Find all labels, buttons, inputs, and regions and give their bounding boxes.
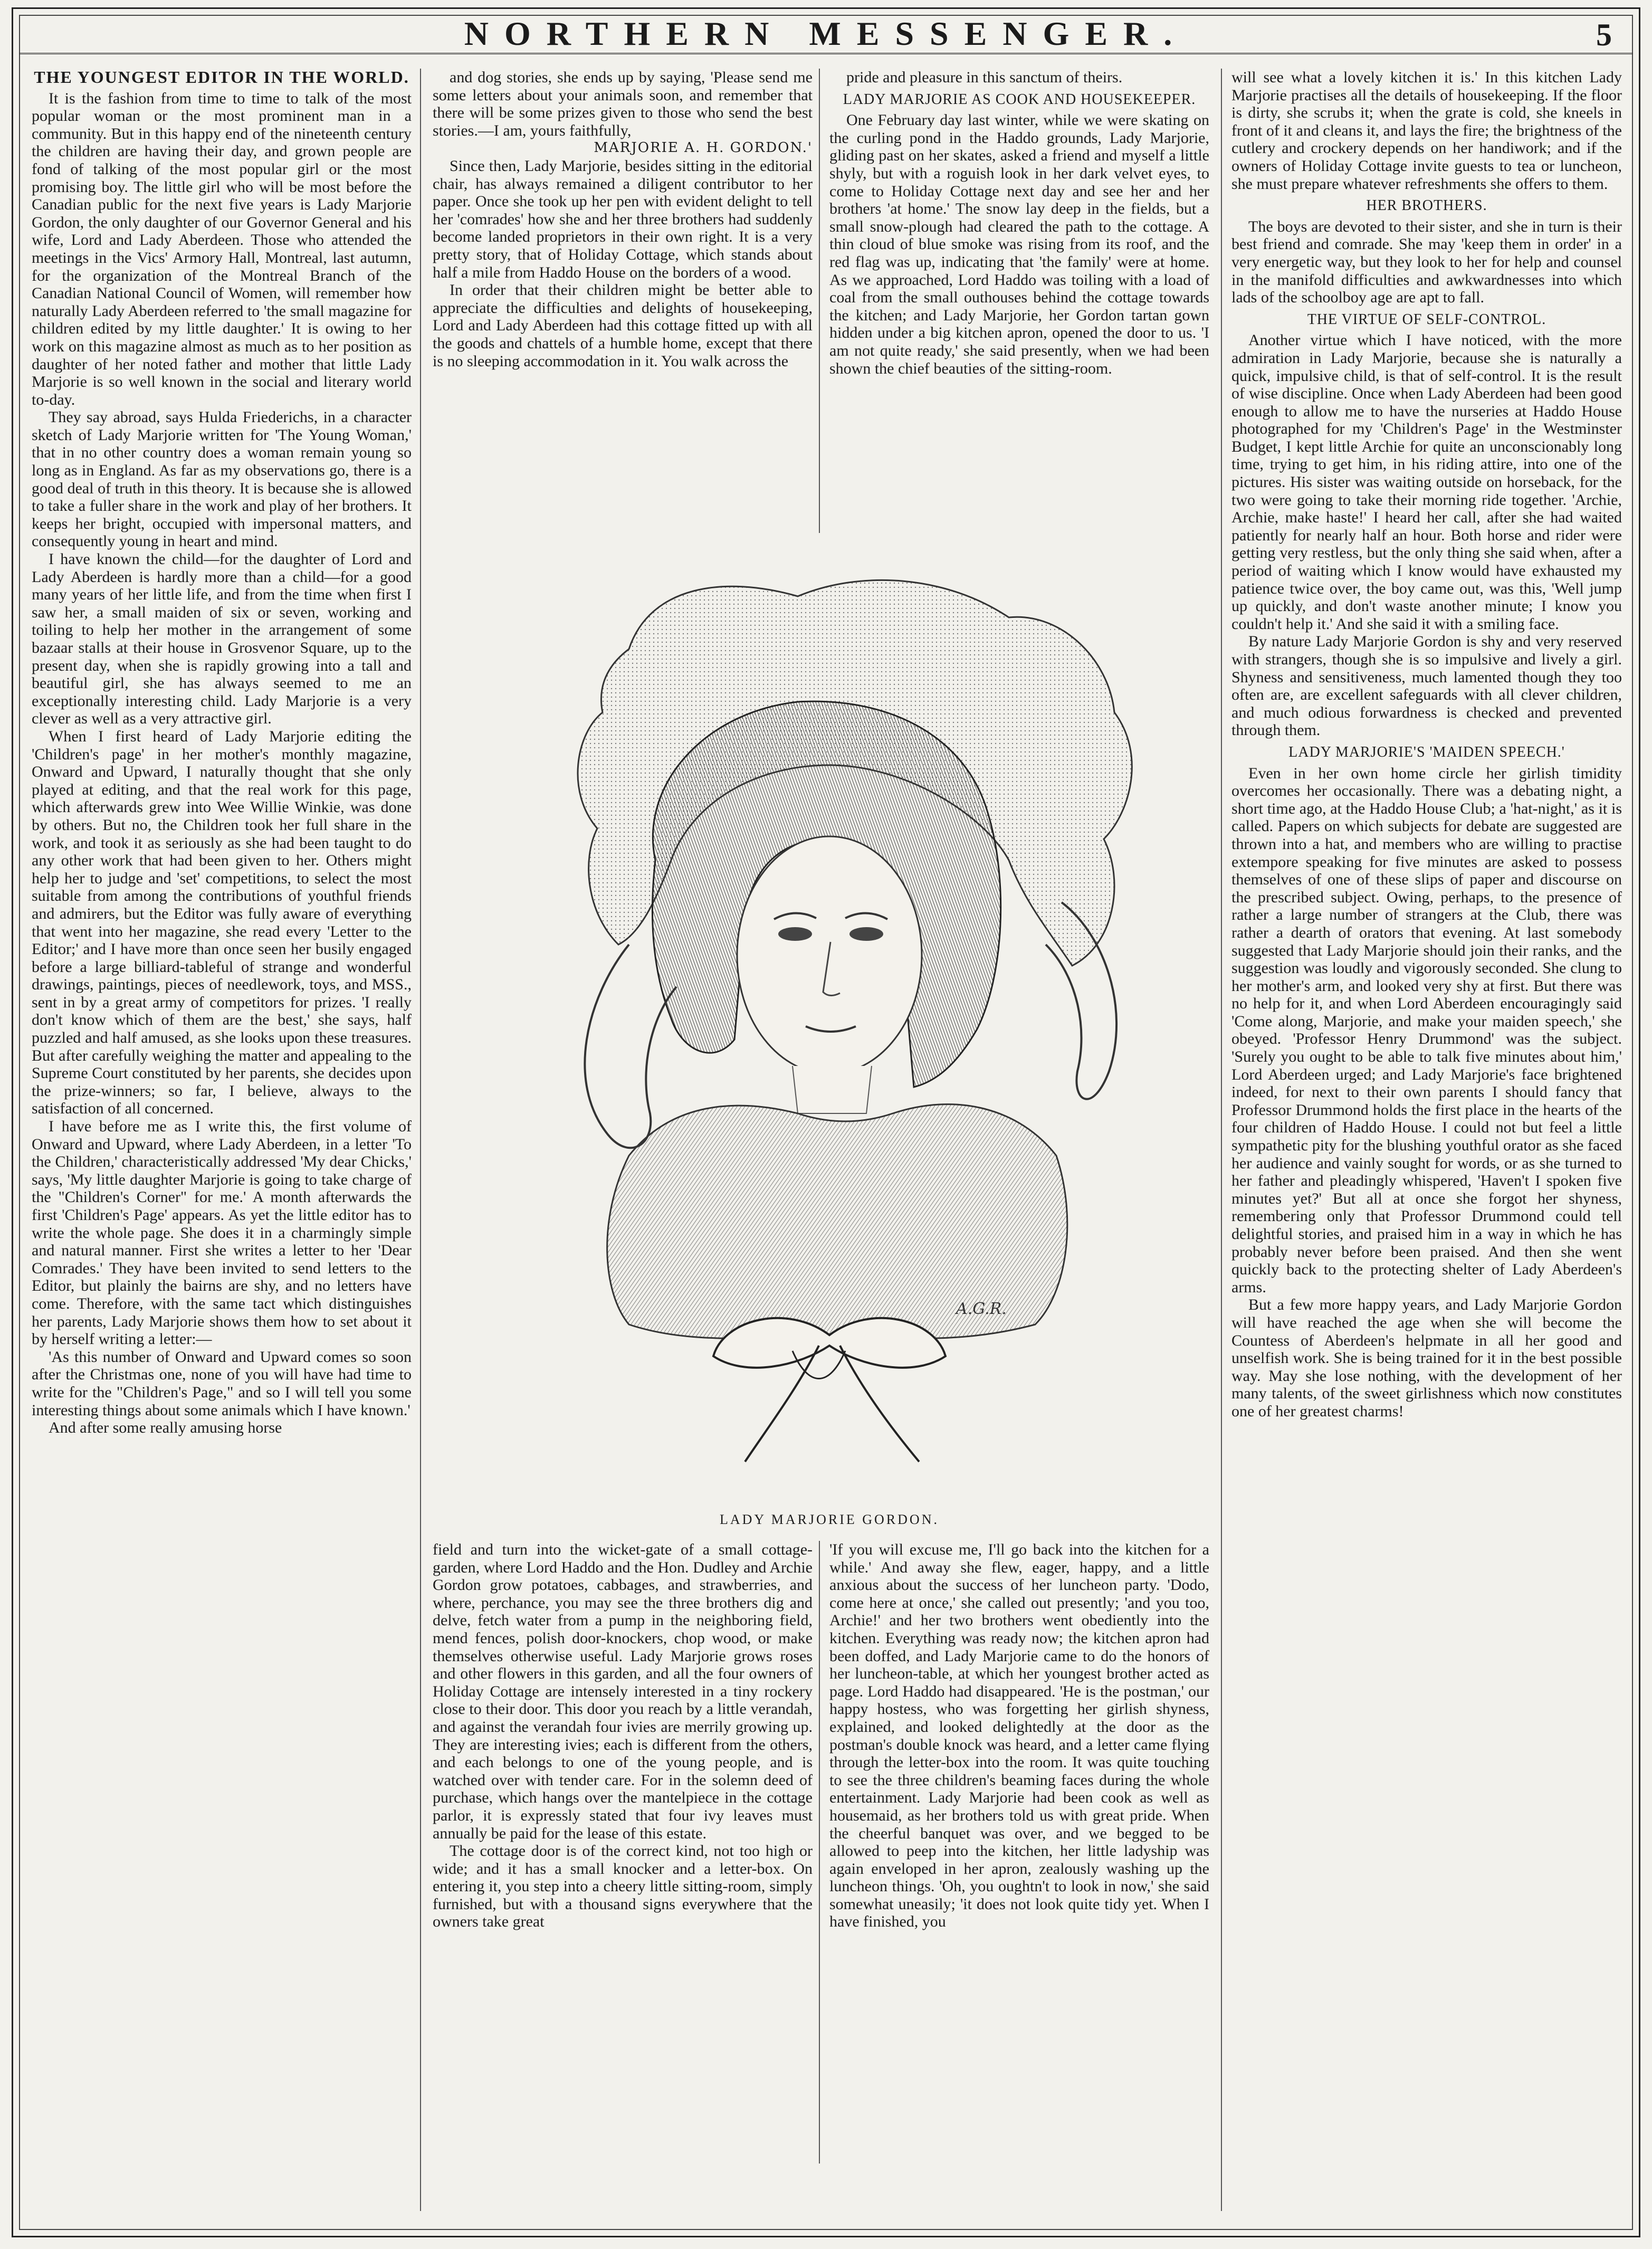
paragraph: The boys are devoted to their sister, and she in turn is their best friend and comrade. She may 'keep them in order' in a very energetic way, but they look to her for help and counsel in the manifold difficulties and awkwardnesses into which lads of the schoolboy age are apt to fall.	[1231, 217, 1622, 307]
portrait-engraving	[428, 565, 1230, 1499]
paragraph: One February day last winter, while we were skating on the curling pond in the Haddo grounds, Lady Marjorie, gliding past on her skates, asked a friend and myself a little shyly, but with a roguish look in her dark velvet eyes, to come to Holiday Cottage next day and see her and her brothers 'at home.' The snow lay deep in the fields, but a small snow-plough had cleared the path to the cottage. A thin cloud of blue smoke was rising from its roof, and the red flag was up, indicating that 'the family' were at home. As we approached, Lord Haddo was toiling with a load of coal from the small outhouses behind the cottage towards the kitchen; and Lady Marjorie, her Gordon tartan gown hidden under a big kitchen apron, opened the door to us. 'I am not quite ready,' she said presently, when we had been shown the chief beauties of the sitting-room.	[829, 111, 1209, 377]
paragraph: 'As this number of Onward and Upward comes so soon after the Christmas one, none of you will have had time to write for the "Children's Page," and so I will tell you some interesting things about some animals which I have known.'	[32, 1348, 412, 1419]
paragraph: The cottage door is of the correct kind, not too high or wide; and it has a small knocker and a letter-box. On entering it, you step into a cheery little sitting-room, simply furnished, but with a thousand signs everywhere that the owners take great	[433, 1842, 813, 1931]
paragraph: I have known the child—for the daughter of Lord and Lady Aberdeen is hardly more than a child—for a good many years of her little life, and from the time when first I saw her, a small maiden of six or seven, working and toiling to help her mother in the arrangement of some bazaar stalls at their house in Grosvenor Square, up to the present day, when she is rapidly growing into a tall and beautiful girl, she has always seemed to me an exceptionally interesting child. Lady Marjorie is a very clever as well as a very attractive girl.	[32, 550, 412, 728]
right-eye	[849, 927, 883, 941]
column-2-bottom	[433, 1541, 813, 2174]
paragraph: And after some really amusing horse	[49, 1419, 282, 1437]
page-number: 5	[1596, 17, 1612, 52]
paragraph: In order that their children might be better able to appreciate the difficulties and delights of housekeeping, Lord and Lady Aberdeen had this cottage fitted up with all the goods and chattels of a humble home, except that there is no sleeping accommodation in it. You walk across the	[433, 281, 813, 370]
paragraph: I have before me as I write this, the first volume of Onward and Upward, where Lady Aberdeen, in a letter 'To the Children,' characteristically addressed 'My dear Chicks,' says, 'My little daughter Marjorie is going to take charge of the "Children's Corner" for me.' A month afterwards the first 'Children's Page' appears. As yet the little editor has to write the whole page. She does it in a charmingly simple and natural manner. First she writes a letter to her 'Dear Comrades.' They have been invited to send letters to the Editor, but plainly the bairns are shy, and no letters have come. Therefore, with the same tact which distinguishes her parents, Lady Marjorie shows them how to set about it by herself writing a letter:—	[32, 1118, 412, 1348]
paragraph: When I first heard of Lady Marjorie editing the 'Children's page' in her mother's monthly magazine, Onward and Upward, I naturally thought that she only played at editing, and that the real work for this page, which afterwards grew into Wee Willie Winkie, was done by others. But no, the Children took her full share in the work, and took it as seriously as she had been taught to do any other work that had been given to her. Others might help her to judge and 'set' competitions, to select the most suitable from among the contributions of youthful friends and admirers, but the Editor was fully aware of everything that went into her magazine, she read every 'Letter to the Editor;' and I have more than once seen her busily engaged before a large billiard-tableful of strange and wonderful drawings, paintings, pieces of needlework, toys, and MSS., sent in by a great army of competitors for prizes. 'I really don't know which of them are the best,' she says, half puzzled and half amused, as she looks upon these treasures. But after carefully weighing the matter and appealing to the Supreme Court constituted by her parents, she decides upon the prize-winners; so far, I believe, always to the satisfaction of all concerned.	[32, 727, 412, 1118]
paragraph: Another virtue which I have noticed, with the more admiration in Lady Marjorie, because she is naturally a quick, impulsive child, is that of self-control. It is the result of wise discipline. Once when Lady Aberdeen had been good enough to allow me to have the nurseries at Haddo House photographed for my 'Children's Page' in the Westminster Budget, I kept little Archie for quite an unconscionably long time, trying to get him, in his riding attire, into one of the pictures. His sister was waiting outside on horseback, for the two were going to take their morning ride together. 'Archie, Archie, make haste!' I heard her call, after she had waited patiently for nearly half an hour. Both horse and rider were getting very restless, but the only thing she said when, after a period of waiting which I know would have exhausted my patience twice over, the boy came out, was this, 'Well jump up quickly, and don't waste another minute; I know you couldn't help it.' And she said it with a smiling face.	[1231, 331, 1622, 633]
column-rule	[819, 1541, 820, 2164]
column-4	[1231, 69, 1622, 2222]
section-heading: THE VIRTUE OF SELF-CONTROL.	[1307, 311, 1546, 328]
article-title: THE YOUNGEST EDITOR IN THE WORLD.	[34, 69, 409, 87]
paragraph: But a few more happy years, and Lady Marjorie Gordon will have reached the age when she will become the Countess of Aberdeen's helpmate in all her good and unselfish work. She is being trained for it in the best possible way. May she lose nothing, with the development of her many talents, of the sweet girlishness which now constitutes one of her greatest charms!	[1231, 1296, 1622, 1420]
masthead-title: NORTHERN MESSENGER.	[464, 15, 1188, 52]
face	[737, 836, 922, 1074]
paragraph: will see what a lovely kitchen it is.' In this kitchen Lady Marjorie practises all the details of housekeeping. If the floor is dirty, she scrubs it; when the grate is cold, she kneels in front of it and cleans it, and lays the fire; the brightness of the cutlery and crockery depends on her handiwork; and if the owners of Holiday Cottage invite guests to tea or luncheon, she must prepare whatever refreshments she offers to them.	[1231, 69, 1622, 193]
paragraph: pride and pleasure in this sanctum of theirs.	[846, 69, 1123, 86]
paragraph: Even in her own home circle her girlish timidity overcomes her occasionally. There was a debating night, a short time ago, at the Haddo House Club; a 'hat-night,' as it is called. Papers on which subjects for debate are suggested are thrown into a hat, and members who are willing to practise extempore speaking for five minutes are asked to possess themselves of one of these slips of paper and discourse on the prescribed subject. Owing, perhaps, to the presence of rather a large number of strangers at the Club, there was rather a dearth of orators that evening. At last somebody suggested that Lady Marjorie should join their ranks, and the suggestion was loudly and vigorously seconded. She clung to her mother's arm, and looked very shy at first. But there was no help for it, and when Lord Aberdeen encouragingly said 'Come along, Marjorie, and make your maiden speech,' she obeyed. 'Professor Henry Drummond' was the subject. 'Surely you ought to be able to talk five minutes about him,' Lord Aberdeen urged; and Lady Marjorie's face brightened indeed, for next to their own parents I should fancy that Professor Drummond holds the first place in the hearts of the four children of Haddo House. I could not but feel a little sympathetic pity for the blushing youthful orator as she faced her audience and vainly sought for words, or as she turned to her father and pleadingly whispered, 'Haven't I spoken five minutes yet?' But all at once she forgot her shyness, remembering only that Professor Drummond could tell delightful stories, and praised him in a way in which he has probably never before been praised. And then she went quickly back to the protecting shelter of Lady Aberdeen's arms.	[1231, 764, 1622, 1296]
left-eye	[778, 927, 812, 941]
paragraph: 'If you will excuse me, I'll go back into the kitchen for a while.' And away she flew, eager, happy, and a little anxious about the success of her luncheon party. 'Dodo, come here at once,' she called out presently; 'and you too, Archie!' and her two brothers went obediently into the kitchen. Everything was ready now; the kitchen apron had been doffed, and Lady Marjorie came to do the honors of her luncheon-table, at which her youngest brother acted as page. Lord Haddo had disappeared. 'He is the postman,' our happy hostess, who was forgetting her girlish shyness, explained, and looked delightedly at the door as the postman's double knock was heard, and a letter came flying through the letter-box into the room. It was quite touching to see the three children's beaming faces during the whole entertainment. Lady Marjorie had been cook as well as housemaid, as her brothers told us with great pride. When the cheerful banquet was over, and we begged to be allowed to peep into the kitchen, her little ladyship was again enveloped in her apron, zealously washing up the luncheon things. 'Oh, you oughtn't to look in now,' she said somewhat uneasily; 'it does not look quite tidy yet. When I have finished, you	[829, 1541, 1209, 1931]
paragraph: field and turn into the wicket-gate of a small cottage-garden, where Lord Haddo and the Hon. Dudley and Archie Gordon grow potatoes, cabbages, and strawberries, and where, perchance, you may see the three brothers dig and delve, fetch water from a pump in the neighboring field, mend fences, polish door-knockers, chop wood, or make themselves otherwise useful. Lady Marjorie grows roses and other flowers in this garden, and all the four owners of Holiday Cottage are intensely interested in a tiny rockery close to their door. This door you reach by a little verandah, and against the verandah four ivies are merrily growing up. They are interesting ivies; each is different from the others, and each belongs to one of the young people, and is watched over with tender care. For in the solemn deed of purchase, which hangs over the mantelpiece in the cottage parlor, it is expressly stated that four ivy leaves must annually be paid for the lease of this estate.	[433, 1541, 813, 1842]
column-2-top	[433, 69, 813, 544]
column-3-bottom	[829, 1541, 1209, 2174]
portrait-caption: LADY MARJORIE GORDON.	[720, 1512, 939, 1527]
section-heading: HER BROTHERS.	[1366, 197, 1487, 214]
column-3-top	[829, 69, 1209, 544]
column-rule	[420, 69, 421, 2211]
signature: MARJORIE A. H. GORDON.'	[594, 140, 813, 156]
paragraph: It is the fashion from time to time to talk of the most popular woman or the most prominent man in a community. But in this happy end of the nineteenth century the children are having their day, and grown people are fond of talking of the most popular girl or the most promising boy. The little girl who will be most before the Canadian public for the next five years is Lady Marjorie Gordon, the only daughter of our Governor General and his wife, Lord and Lady Aberdeen. Those who attended the meetings in the Vics' Armory Hall, Montreal, last autumn, for the organization of the Montreal Branch of the Canadian National Council of Women, will remember how naturally Lady Aberdeen referred to 'the small magazine for children edited by my little daughter.' It is owing to her work on this magazine almost as much as to her position as daughter of her noted father and mother that little Lady Marjorie is so well known in the social and literary world to-day.	[32, 89, 412, 408]
paragraph: and dog stories, she ends up by saying, 'Please send me some letters about your animals soon, and remember that there will be some prizes given to those who send the best stories.—I am, yours faithfully,	[433, 69, 813, 139]
paragraph: They say abroad, says Hulda Friederichs, in a character sketch of Lady Marjorie written for 'The Young Woman,' that in no other country does a woman remain young so long as in England. As far as my observations go, there is a good deal of truth in this theory. It is because she is allowed to take a fuller share in the work and play of her brothers. It keeps her bright, occupied with impersonal matters, and consequently young in heart and mind.	[32, 408, 412, 550]
section-heading: LADY MARJORIE'S 'MAIDEN SPEECH.'	[1288, 744, 1565, 760]
portrait-illustration	[428, 565, 1230, 1499]
paragraph: By nature Lady Marjorie Gordon is shy and very reserved with strangers, though she is so impulsive and lively a girl. Shyness and sensitiveness, much lamented though they too often are, are excellent safeguards with all clever children, and much odious forwardness is checked and prevented through them.	[1231, 633, 1622, 739]
artist-signature: A.G.R.	[956, 1300, 1007, 1318]
section-heading: LADY MARJORIE AS COOK AND HOUSEKEEPER.	[843, 91, 1196, 108]
column-rule	[819, 69, 820, 533]
column-1	[32, 69, 412, 2222]
masthead	[19, 15, 1633, 54]
paragraph: Since then, Lady Marjorie, besides sitting in the editorial chair, has always remained a diligent contributor to her paper. Once she took up her pen with evident delight to tell her 'comrades' how she and her three brothers had suddenly become landed proprietors in their own right. It is a very pretty story, that of Holiday Cottage, which stands about half a mile from Haddo House on the borders of a wood.	[433, 157, 813, 281]
